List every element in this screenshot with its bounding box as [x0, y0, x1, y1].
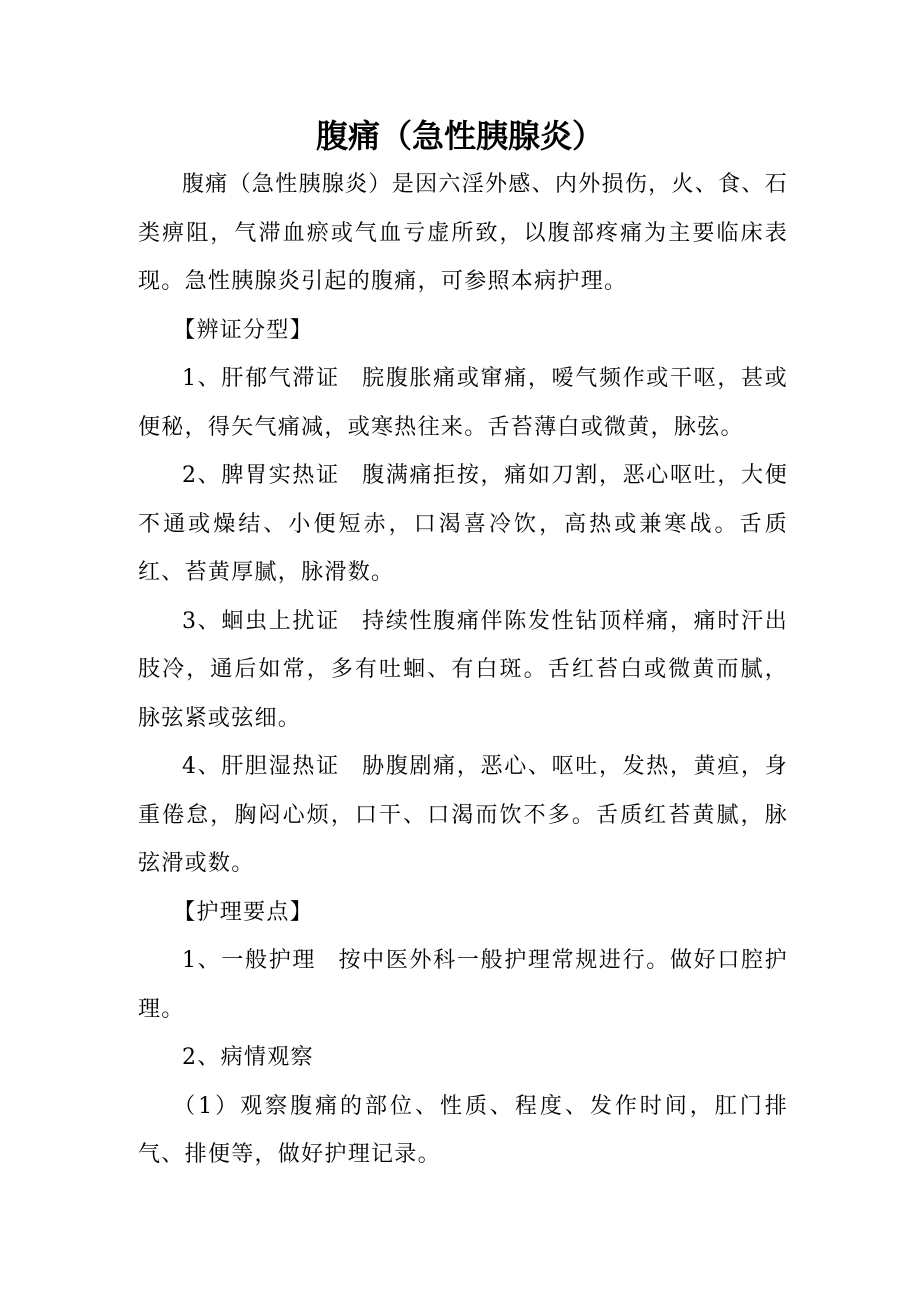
document-title: 腹痛（急性胰腺炎）: [315, 117, 604, 155]
syndrome-name: 2、脾胃实热证: [182, 463, 340, 488]
care-item-name: 1、一般护理: [182, 948, 317, 973]
syndrome-description: 腹满痛拒按，痛如刀割，恶心呕吐，大便不通或燥结、小便短赤，口渴喜冷饮，高热或兼寒战。舌质红、苔黄厚腻，脉滑数。: [138, 463, 788, 585]
section-heading-syndromes: 【辨证分型】: [173, 317, 313, 343]
document-body: [138, 161, 788, 1180]
care-subheading-observation: 2、病情观察: [182, 1045, 314, 1070]
observation-item: （1）观察腹痛的部位、性质、程度、发作时间，肛门排气、排便等，做好护理记录。: [138, 1093, 788, 1167]
syndrome-description: 持续性腹痛伴陈发性钻顶样痛，痛时汗出肢冷，通后如常，多有吐蛔、有白斑。舌红苔白或微黄而腻，脉弦紧或弦细。: [138, 608, 788, 731]
intro-paragraph: 腹痛（急性胰腺炎）是因六淫外感、内外损伤，火、食、石类痹阻，气滞血瘀或气血亏虚所致，以腹部疼痛为主要临床表现。急性胰腺炎引起的腹痛，可参照本病护理。: [138, 172, 788, 294]
syndrome-description: 胁腹剧痛，恶心、呕吐，发热，黄疸，身重倦怠，胸闷心烦，口干、口渴而饮不多。舌质红苔黄腻，脉弦滑或数。: [138, 754, 788, 876]
syndrome-name: 3、蛔虫上扰证: [182, 608, 340, 634]
section-heading-care: 【护理要点】: [173, 899, 313, 925]
syndrome-item: [138, 452, 788, 598]
syndrome-item: [138, 598, 788, 744]
syndrome-name: 1、肝郁气滞证: [182, 366, 340, 391]
syndrome-name: 4、肝胆湿热证: [182, 754, 340, 779]
syndrome-description: 脘腹胀痛或窜痛，嗳气频作或干呕，甚或便秘，得矢气痛减，或寒热往来。舌苔薄白或微黄，脉弦。: [138, 366, 788, 440]
syndrome-item: [138, 743, 788, 889]
care-item-general: [138, 937, 788, 1034]
care-item-text: 按中医外科一般护理常规进行。做好口腔护理。: [138, 948, 788, 1022]
syndrome-item: [138, 355, 788, 452]
